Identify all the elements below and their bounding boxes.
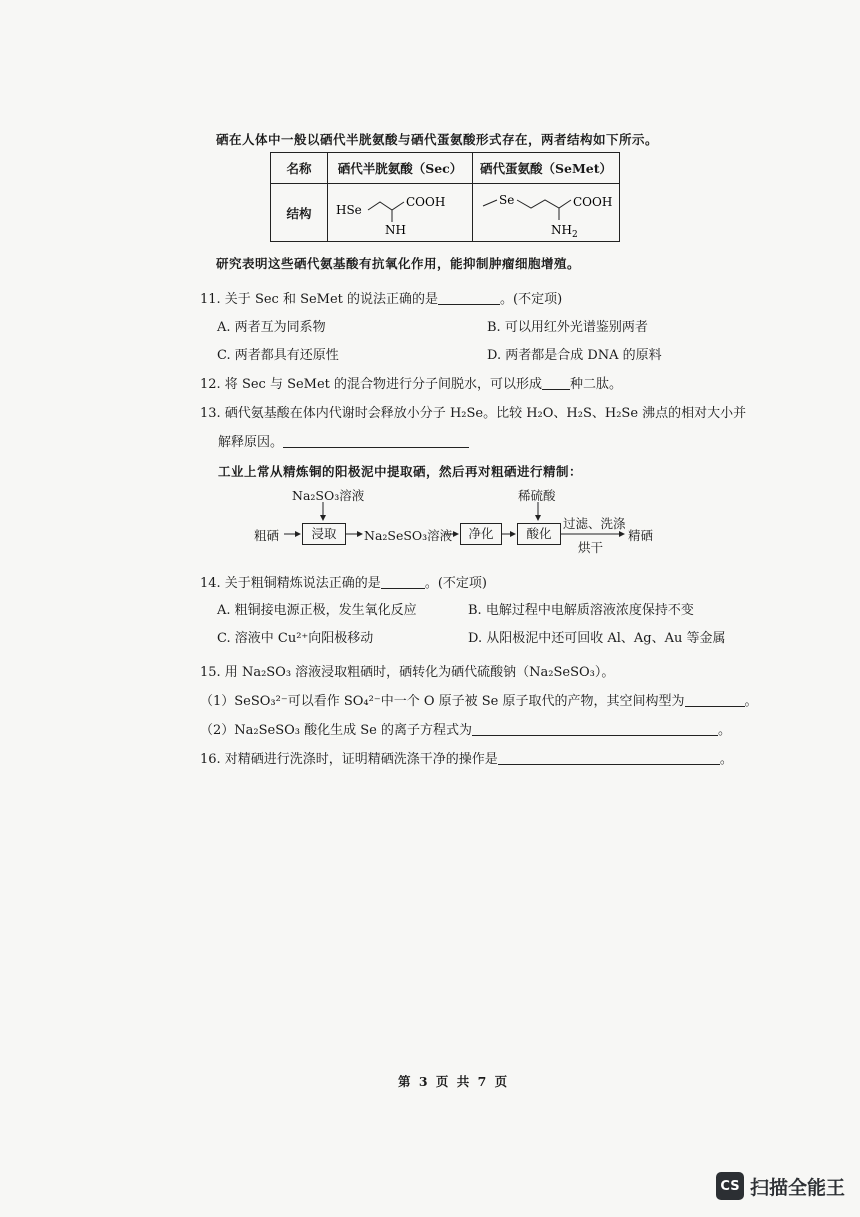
semet-cooh-label: COOH	[573, 195, 613, 209]
q11-option-b: B. 可以用红外光谱鉴别两者	[487, 320, 648, 335]
flow-start-crude-se: 粗硒	[254, 528, 280, 543]
q15-sub2: （2）Na₂SeSO₃ 酸化生成 Se 的离子方程式为 。	[200, 723, 731, 738]
table-row-structure-label: 结构	[271, 184, 328, 242]
logo-text: 扫描全能王	[750, 1176, 846, 1199]
q15-sub1: （1）SeSO₃²⁻可以看作 SO₄²⁻中一个 O 原子被 Se 原子取代的产物，其空间构型为 。	[200, 694, 758, 709]
sec-hse-label: HSe	[336, 203, 362, 217]
q15-stem: 15. 用 Na₂SO₃ 溶液浸取粗硒时，硒转化为硒代硫酸钠（Na₂SeSO₃）。	[200, 665, 615, 680]
research-text: 研究表明这些硒代氨基酸有抗氧化作用，能抑制肿瘤细胞增殖。	[216, 256, 581, 271]
q14-option-c: C. 溶液中 Cu²⁺向阳极移动	[217, 631, 374, 646]
flow-arrows	[0, 0, 860, 560]
q11-option-a: A. 两者互为同系物	[217, 320, 326, 335]
flow-op-filter-wash: 过滤、洗涤	[563, 516, 626, 531]
q13-line2: 解释原因。	[218, 431, 469, 450]
flow-intermediate: Na₂SeSO₃溶液	[364, 528, 453, 543]
table-header-name: 名称	[271, 153, 328, 184]
q11-stem: 11. 关于 Sec 和 SeMet 的说法正确的是 。(不定项)	[200, 292, 563, 307]
industry-text: 工业上常从精炼铜的阳极泥中提取硒，然后再对粗硒进行精制：	[218, 464, 583, 479]
q13-line1: 13. 硒代氨基酸在体内代谢时会释放小分子 H₂Se。比较 H₂O、H₂S、H₂Se 沸点的相对大小并	[200, 406, 747, 421]
flow-reagent-na2so3: Na₂SO₃溶液	[292, 488, 365, 503]
flow-step-acidify: 酸化	[517, 523, 561, 545]
q14-option-d: D. 从阳极泥中还可回收 Al、Ag、Au 等金属	[468, 631, 726, 646]
flow-step-purify: 净化	[460, 523, 502, 545]
q12-stem: 12. 将 Sec 与 SeMet 的混合物进行分子间脱水，可以形成 种二肽。	[200, 377, 623, 392]
q14-option-b: B. 电解过程中电解质溶液浓度保持不变	[468, 603, 694, 618]
sec-cooh-label: COOH	[406, 195, 446, 209]
page-footer: 第 3 页 共 7 页	[398, 1074, 510, 1089]
q14-option-a: A. 粗铜接电源正极，发生氧化反应	[217, 603, 417, 618]
flow-op-dry: 烘干	[578, 540, 604, 555]
table-header-sec: 硒代半胱氨酸（Sec）	[328, 153, 473, 184]
table-header-semet: 硒代蛋氨酸（SeMet）	[473, 153, 620, 184]
cs-logo-icon: CS	[716, 1172, 744, 1200]
flow-step-leach: 浸取	[302, 523, 346, 545]
semet-nh2-label: $NH_2$	[551, 223, 578, 240]
q11-option-d: D. 两者都是合成 DNA 的原料	[487, 348, 662, 363]
sec-nh-label: NH	[385, 223, 406, 237]
flow-end-refined-se: 精硒	[628, 528, 654, 543]
intro-text: 硒在人体中一般以硒代半胱氨酸与硒代蛋氨酸形式存在，两者结构如下所示。	[216, 132, 659, 147]
semet-se-label: Se	[499, 193, 515, 207]
q16-stem: 16. 对精硒进行洗涤时，证明精硒洗涤干净的操作是 。	[200, 752, 733, 767]
q11-option-c: C. 两者都具有还原性	[217, 348, 339, 363]
scanner-watermark	[716, 1172, 845, 1200]
q14-stem: 14. 关于粗铜精炼说法正确的是 。(不定项)	[200, 576, 487, 591]
flow-reagent-h2so4: 稀硫酸	[518, 488, 556, 503]
